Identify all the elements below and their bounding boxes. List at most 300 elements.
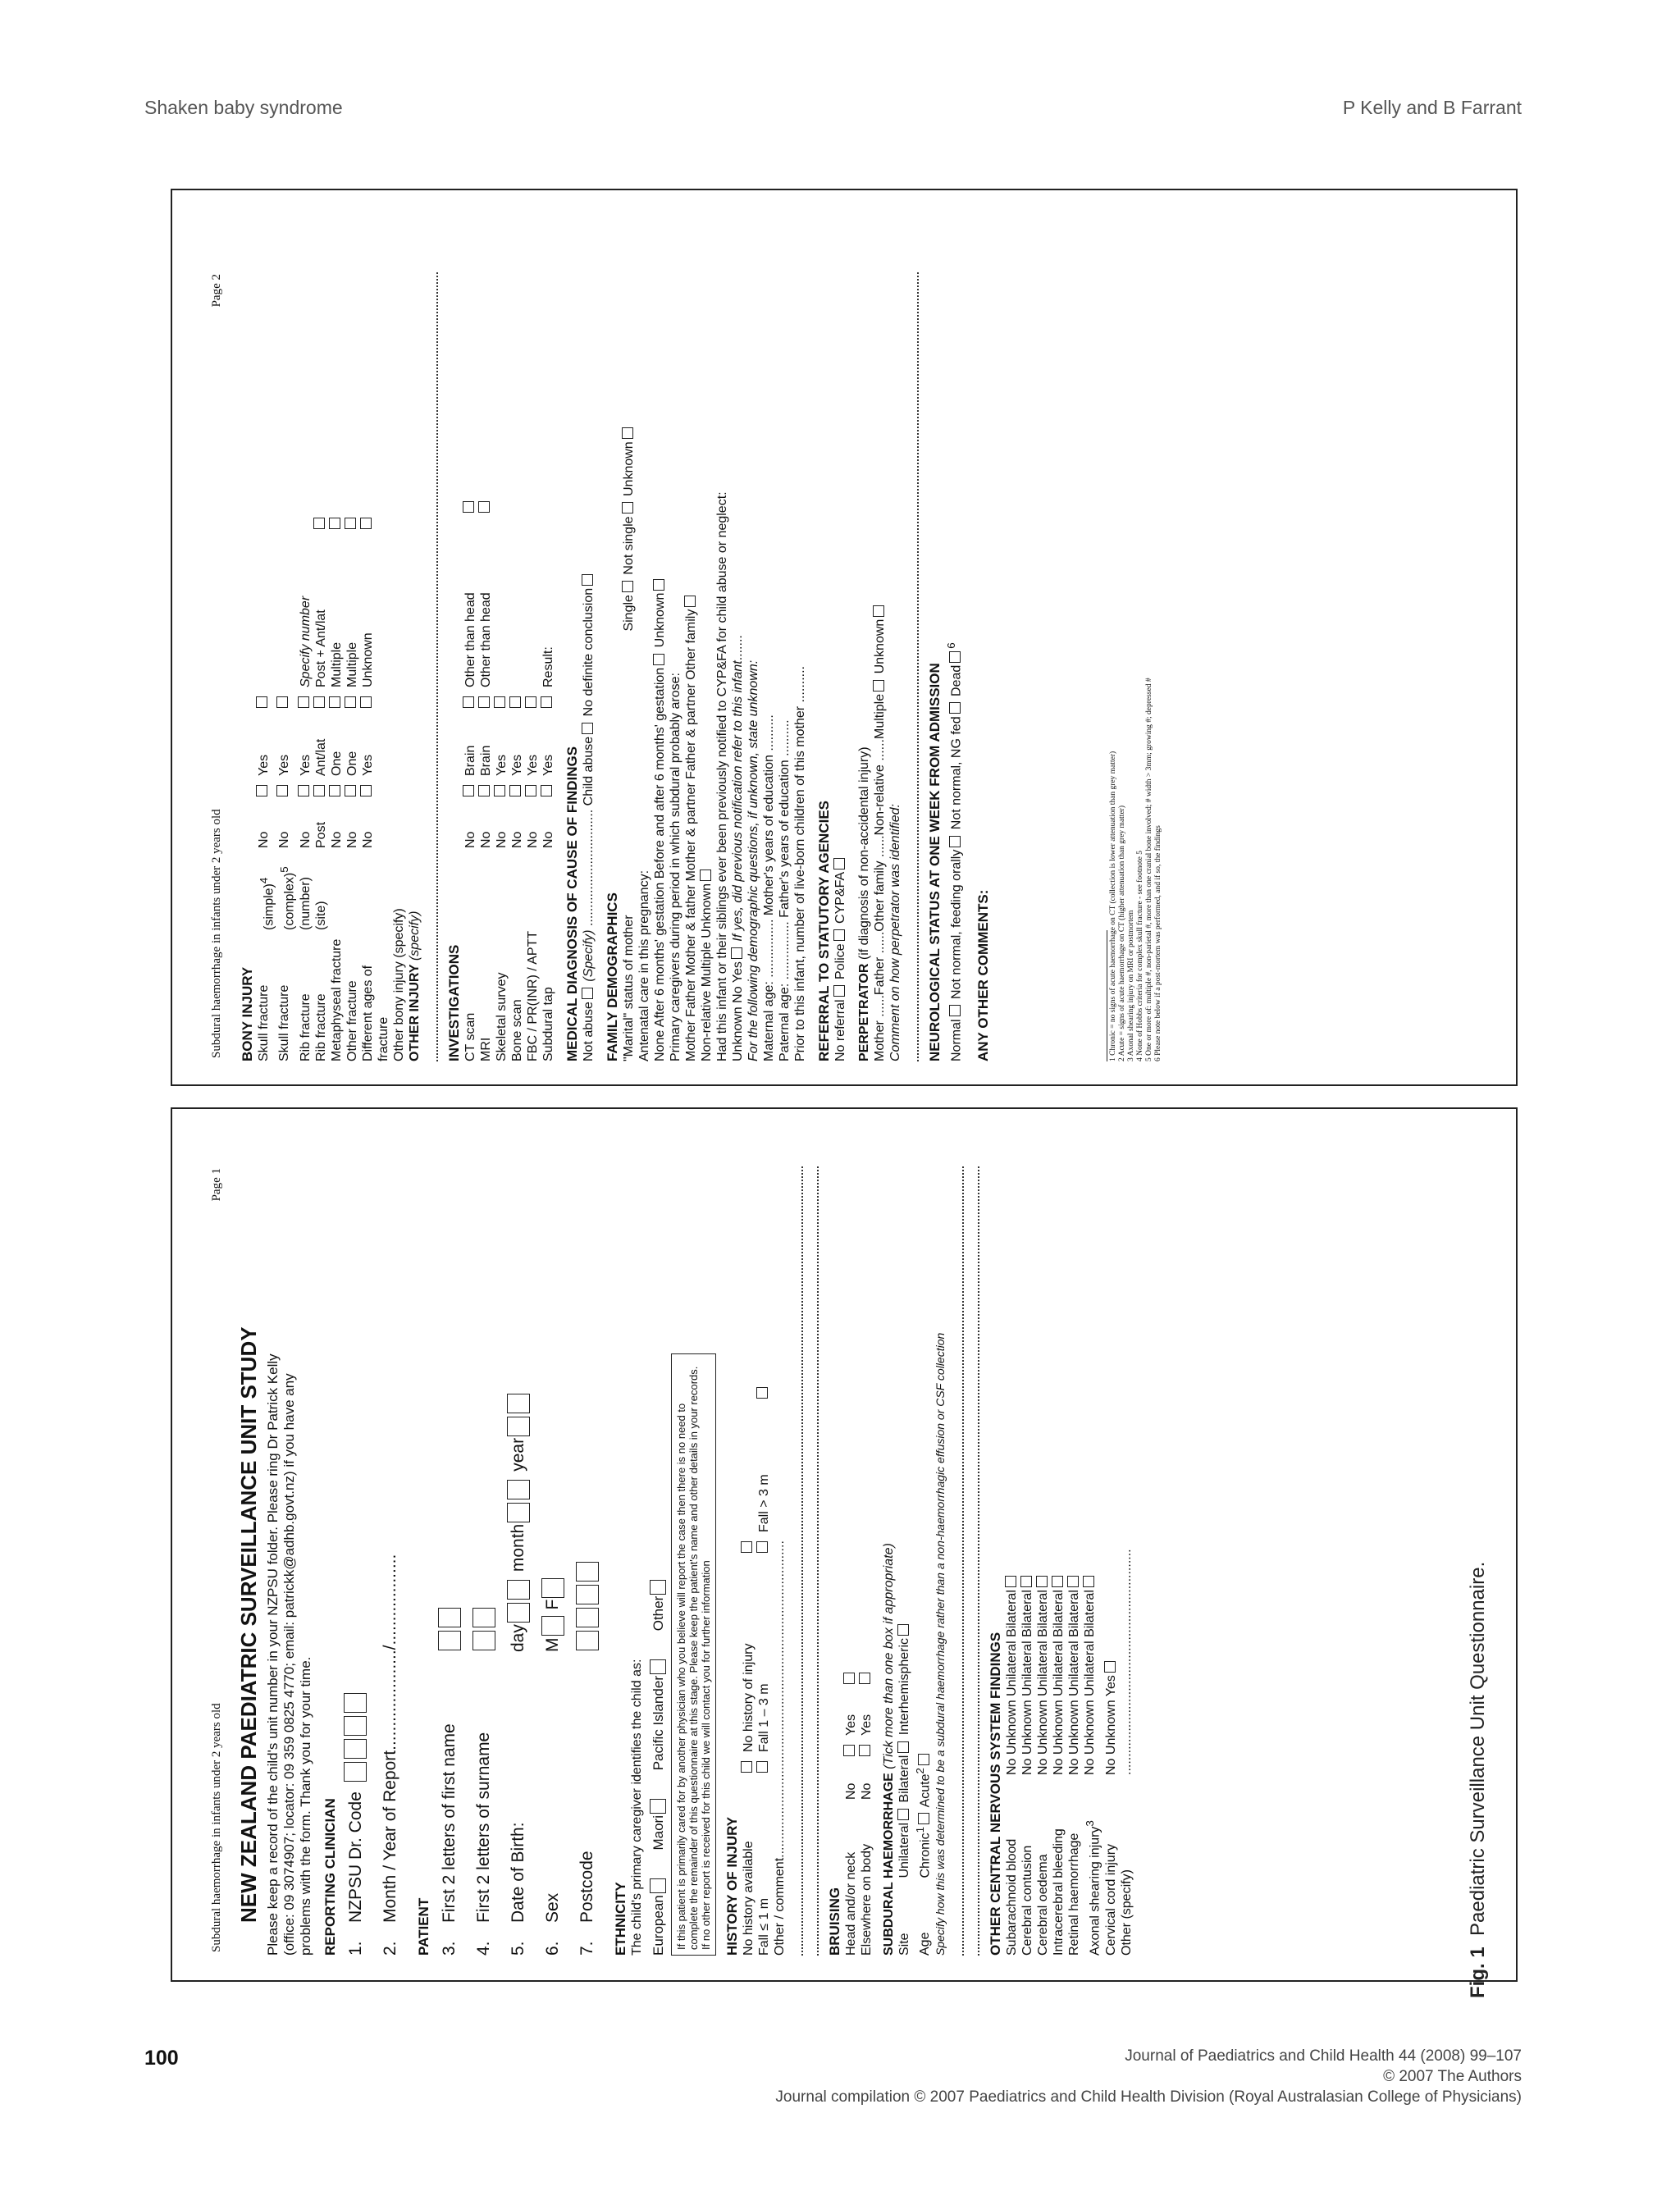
checkbox[interactable]: [345, 785, 356, 796]
checkbox[interactable]: [345, 518, 356, 529]
postcode-box[interactable]: [576, 1562, 599, 1582]
referral-heading: REFERRAL TO STATUTORY AGENCIES: [815, 801, 832, 1061]
bony-row-sup: 5: [278, 866, 291, 873]
dr-code-label: NZPSU Dr. Code: [346, 1791, 365, 1923]
neuro-option: Not normal, feeding orally: [948, 849, 963, 999]
checkbox[interactable]: [313, 518, 325, 529]
cns-table: Subarachnoid blood No Unknown Unilateral Bilateral Cerebral contusion No Unknown Unilateral Bilateral Cerebral oedema No Unknown Unilateral Bilateral Intracerebral bleeding No Unknown Unilateral Bilateral Retinal haemorrhage No Unknown Unilateral Bilateral Axonal shearing injury$^3$ No Unknown Unilateral Bilateral Cervical cord injury No Unknown Yes Other (specify) ..............................................................: [1005, 1549, 1134, 1956]
letter-box[interactable]: [472, 1631, 495, 1650]
fathers-education-label: Father's years of education: [777, 760, 792, 918]
investigation-yes: Yes: [541, 754, 555, 776]
patient-field-label: First 2 letters of first name: [440, 1723, 459, 1923]
patient-row: [570, 1166, 605, 1956]
date-box[interactable]: [507, 1603, 530, 1623]
checkbox[interactable]: [478, 785, 490, 796]
investigation-extra: Other than head: [478, 592, 493, 687]
checkbox[interactable]: [700, 870, 711, 881]
investigation-yes: Yes: [494, 754, 509, 776]
answer-line[interactable]: [790, 1166, 803, 1956]
page-2-top-line: [210, 274, 231, 1058]
bruising-yes: Yes: [844, 1714, 858, 1736]
investigation-no: No: [463, 831, 477, 848]
item-number: 1.: [346, 1941, 365, 1956]
history-option: Fall > 3 m: [757, 1474, 771, 1532]
checkbox[interactable]: [756, 1541, 768, 1553]
postcode-box[interactable]: [576, 1631, 599, 1650]
answer-line[interactable]: [951, 1166, 964, 1956]
bony-row-qual: (number): [298, 877, 313, 930]
answer-line[interactable]: [425, 272, 438, 1061]
page-1-rotated-content: [205, 1150, 1485, 1970]
checkbox[interactable]: [582, 988, 593, 999]
history-table: [741, 1166, 772, 1956]
age-option: Acute: [918, 1773, 933, 1808]
checkbox[interactable]: [360, 518, 372, 529]
bony-row-yes: Yes: [277, 754, 292, 776]
marital-label: "Marital" status of mother: [621, 915, 636, 1061]
investigation-label: MRI: [478, 1037, 493, 1061]
other-injury-specify: (specify): [407, 911, 422, 961]
checkbox[interactable]: [329, 696, 340, 708]
bony-row-extra: [256, 540, 276, 687]
checkbox[interactable]: [509, 696, 521, 708]
medical-diagnosis-row: Not abuse (Specify) ................................ Child abuse No definite conclusion: [581, 272, 596, 1061]
date-box[interactable]: [507, 1503, 530, 1522]
cns-options: No Unknown Unilateral Bilateral: [1005, 1590, 1020, 1775]
age-option: Chronic: [918, 1833, 933, 1878]
bruising-yes: Yes: [860, 1714, 874, 1736]
page-1-header-title: Subdural haemorrhage in infants under 2 years old: [210, 1703, 223, 1952]
checkbox[interactable]: [873, 605, 884, 617]
antenatal-options: None After 6 months' gestation Before and after 6 months' gestation: [652, 667, 667, 1061]
checkbox[interactable]: [859, 1745, 870, 1756]
subdural-specify-note: Specify how this was determined to be a subdural haemorrhage rather than a non-haemorrhagic effusion or CSF collection: [934, 1332, 947, 1956]
sex-f-label: F: [543, 1599, 562, 1610]
investigation-label: Bone scan: [509, 999, 524, 1061]
subdural-site-row: [897, 1166, 912, 1956]
no-conclusion-label: No definite conclusion: [581, 587, 596, 717]
checkbox[interactable]: [756, 1387, 768, 1399]
month-label: month: [509, 1523, 527, 1572]
checkbox[interactable]: [494, 696, 505, 708]
checkbox[interactable]: [741, 1541, 752, 1553]
checkbox[interactable]: [463, 785, 474, 796]
patient-row: [536, 1166, 570, 1956]
bruising-label: Head and/or neck: [844, 1851, 858, 1956]
history-other-label: Other / comment: [773, 1857, 787, 1956]
bony-row-qual: [360, 856, 391, 930]
footnote: 4 None of Hobbs criteria for complex skull fracture - see footnote 5: [1135, 851, 1144, 1061]
checkbox[interactable]: [329, 785, 340, 796]
reporting-row: [339, 1166, 373, 1956]
siblings-options-row: Unknown No Yes If yes, did previous notification refer to this infant.......: [730, 635, 745, 1061]
checkbox[interactable]: [622, 581, 633, 592]
perpetrator-options: Mother ......Father ......Other family ......Non-relative ......Multiple: [872, 693, 887, 1061]
subdural-heading-row: [881, 1166, 897, 1956]
patient-field-label: Postcode: [578, 1851, 596, 1923]
investigations-heading: INVESTIGATIONS: [445, 944, 462, 1061]
investigation-extra: Other than head: [463, 592, 477, 687]
checkbox[interactable]: [541, 696, 552, 708]
bony-row-label: Skull fracture: [257, 984, 271, 1061]
letter-box[interactable]: [438, 1631, 461, 1650]
bony-row-qual: (complex): [282, 872, 297, 930]
figure-caption: [1467, 1562, 1490, 1998]
subdural-age-row: Age Chronic$^1$ Acute$^2$: [912, 1166, 933, 1956]
bony-injury-heading: BONY INJURY: [240, 966, 255, 1061]
checkbox[interactable]: [897, 1741, 909, 1753]
checkbox[interactable]: [463, 501, 474, 513]
bony-row-extra: Multiple: [329, 641, 344, 687]
answer-line[interactable]: [906, 272, 919, 1061]
investigation-yes: Yes: [525, 754, 540, 776]
letter-box[interactable]: [472, 1608, 495, 1627]
unknown-label: Unknown: [872, 618, 887, 674]
siblings-question: Had this infant or their siblings ever been previously notified to CYP&FA for child abuse or neglect:: [714, 491, 729, 1061]
history-option: Fall 1 – 3 m: [757, 1683, 771, 1752]
history-heading: HISTORY OF INJURY: [724, 1816, 740, 1956]
bony-row-no: No: [298, 831, 313, 848]
other-physician-note: If this patient is primarily cared for by another physician who you believe will report the case then there is no need to complete the remainder of this questionnaire at this stage. Please keep the patient's name and other details in your records. If no other report is received for this child we will contact you for further information: [671, 1353, 716, 1956]
checkbox[interactable]: [918, 1754, 929, 1765]
demographic-note: For the following demographic questions, if unknown, state unknown:: [746, 660, 760, 1061]
checkbox[interactable]: [873, 680, 884, 691]
bony-row-qual: [329, 856, 345, 930]
cns-options: No Unknown Unilateral Bilateral: [1036, 1590, 1051, 1775]
questionnaire-page-1: [171, 1107, 1518, 1982]
checkbox[interactable]: [756, 1761, 768, 1773]
checkbox[interactable]: [1083, 1576, 1094, 1587]
checkbox[interactable]: [276, 696, 288, 708]
checkbox[interactable]: [897, 1624, 909, 1636]
antenatal-options-row: [652, 272, 668, 1061]
perpetrator-note: (if diagnosis of non-accidental injury): [856, 746, 871, 961]
questionnaire-page-2: [171, 189, 1518, 1086]
checkbox[interactable]: [1036, 1576, 1048, 1587]
perpetrator-heading-row: [856, 272, 872, 1061]
patient-row: [467, 1166, 501, 1956]
bony-row-qual: (site): [313, 901, 328, 930]
investigation-label: FBC / PR(INR) / APTT: [525, 930, 540, 1061]
mothers-education-label: Mother's years of education: [761, 755, 776, 916]
page-number: 100: [144, 2047, 179, 2070]
reporting-clinician-heading: REPORTING CLINICIAN: [322, 1798, 338, 1956]
bony-row-no: No: [345, 831, 359, 848]
child-abuse-label: Child abuse: [581, 736, 596, 806]
investigation-yes: Brain: [478, 745, 493, 776]
history-option: No history of injury: [742, 1643, 756, 1752]
checkbox[interactable]: [525, 785, 536, 796]
ethnicity-prompt: The child's primary caregiver identifies the child as:: [630, 1659, 644, 1956]
code-box[interactable]: [344, 1716, 367, 1736]
reporting-row: 2. Month / Year of Report ...................../...................: [381, 1554, 399, 1956]
checkbox[interactable]: [509, 785, 521, 796]
footnote: 1 Chronic = no signs of acute haemorrhage on CT (collection is lower attenuation than grey matter): [1108, 751, 1117, 1061]
specify-label: (Specify): [581, 929, 596, 982]
maternal-age-label: Maternal age:: [761, 981, 776, 1061]
bony-row-yes: Yes: [360, 754, 375, 776]
checkbox[interactable]: [653, 579, 664, 591]
referral-option: CYP&FA: [833, 871, 847, 924]
checkbox[interactable]: [1052, 1576, 1063, 1587]
cns-label: Retinal haemorrhage: [1067, 1833, 1082, 1956]
item-number: 5.: [509, 1941, 527, 1956]
page-1-top-line: [210, 1168, 231, 1952]
checkbox[interactable]: [256, 785, 267, 796]
single-label: Single: [621, 595, 636, 632]
neurological-row: [943, 272, 964, 1061]
checkbox[interactable]: [463, 696, 474, 708]
checkbox[interactable]: [897, 1809, 909, 1820]
code-box[interactable]: [344, 1693, 367, 1713]
checkbox[interactable]: [360, 696, 372, 708]
running-header-left: Shaken baby syndrome: [144, 97, 343, 118]
perpetrator-heading: PERPETRATOR: [856, 963, 871, 1061]
sex-box[interactable]: [541, 1617, 564, 1636]
checkbox[interactable]: [843, 1673, 855, 1684]
checkbox[interactable]: [731, 947, 742, 959]
bony-row-sup: 4: [258, 877, 270, 884]
bony-row-label: Different ages of fracture: [360, 965, 390, 1061]
checkbox[interactable]: [843, 1745, 855, 1756]
ethnicity-option: Maori: [651, 1815, 666, 1851]
ethnicity-heading: ETHNICITY: [613, 1882, 628, 1956]
investigation-no: No: [541, 831, 555, 848]
sex-box[interactable]: [541, 1578, 564, 1598]
bony-row-qual: [345, 856, 360, 930]
perpetrator-comment-label: Comment on how perpetrator was identified:: [888, 804, 902, 1061]
primary-caregivers-options: Mother Father Mother & father Mother & partner Father & partner Other family: [683, 609, 698, 1061]
bony-row-no: No: [329, 831, 344, 848]
bony-row-extra: Post + Ant/lat: [313, 609, 328, 687]
checkbox[interactable]: [541, 785, 552, 796]
page-2-rotated-content: [205, 256, 1485, 1076]
bony-row-label: Metaphyseal fracture: [329, 938, 344, 1061]
site-option: Interhemispheric: [897, 1637, 911, 1736]
running-header-right: P Kelly and B Farrant: [1342, 97, 1522, 118]
checkbox[interactable]: [345, 696, 356, 708]
ethnicity-box[interactable]: [650, 1878, 666, 1893]
page-2-label: Page 2: [210, 274, 223, 308]
cns-options: No Unknown Unilateral Bilateral: [1052, 1590, 1066, 1775]
checkbox[interactable]: [360, 785, 372, 796]
maternal-row: Maternal age: ................ Mother's years of education ..........: [761, 714, 776, 1061]
paternal-age-label: Paternal age:: [777, 983, 792, 1061]
bony-row-no: No: [277, 831, 292, 848]
checkbox[interactable]: [313, 696, 325, 708]
checkbox[interactable]: [478, 696, 490, 708]
checkbox[interactable]: [1005, 1576, 1016, 1587]
bony-row-label: Skull fracture: [277, 984, 292, 1061]
checkbox[interactable]: [298, 785, 309, 796]
ethnicity-box[interactable]: [650, 1799, 666, 1814]
checkbox[interactable]: [313, 785, 325, 796]
item-number: 2.: [381, 1941, 399, 1956]
checkbox[interactable]: [622, 502, 633, 513]
cns-label: Axonal shearing injury: [1088, 1826, 1102, 1956]
checkbox[interactable]: [494, 785, 505, 796]
checkbox[interactable]: [329, 518, 340, 529]
checkbox[interactable]: [949, 836, 961, 847]
code-box[interactable]: [344, 1739, 367, 1759]
code-box[interactable]: [344, 1762, 367, 1782]
footnote: 6 Please note below if a post-mortem was performed, and if so, the findings: [1153, 825, 1162, 1061]
report-date-label: Month / Year of Report: [381, 1750, 399, 1923]
ethnicity-option: Other: [651, 1595, 666, 1632]
siblings-options: Unknown No Yes: [730, 961, 745, 1061]
checkbox[interactable]: [525, 696, 536, 708]
ethnicity-box[interactable]: [650, 1659, 666, 1674]
investigation-no: No: [525, 831, 540, 848]
figure-caption-text: Paediatric Surveillance Unit Questionnaire.: [1467, 1561, 1489, 1936]
family-demographics-heading: FAMILY DEMOGRAPHICS: [604, 892, 620, 1061]
patient-row: [501, 1166, 536, 1956]
cns-heading: OTHER CENTRAL NERVOUS SYSTEM FINDINGS: [988, 1632, 1004, 1956]
investigation-no: No: [494, 831, 509, 848]
bony-row-no: No: [360, 831, 375, 848]
item-number: 4.: [474, 1941, 493, 1956]
investigation-yes: Yes: [509, 754, 524, 776]
postcode-box[interactable]: [576, 1585, 599, 1604]
ethnicity-option: Pacific Islander: [651, 1676, 666, 1771]
cns-label: Cerebral oedema: [1036, 1854, 1051, 1956]
bony-row-yes: Yes: [257, 754, 271, 776]
history-other-row: Other / comment.......................................................................................: [773, 1540, 787, 1956]
marital-row: [621, 272, 637, 1061]
footnote: 3 Axonal shearing injury on MRI or postmortem: [1126, 910, 1135, 1061]
letter-box[interactable]: [438, 1608, 461, 1627]
date-box[interactable]: [507, 1394, 530, 1413]
date-box[interactable]: [507, 1417, 530, 1436]
postcode-box[interactable]: [576, 1608, 599, 1627]
footnote: 2 Acute = signs of acute haemorrhage on CT (higher attenuation than grey matter): [1117, 806, 1126, 1061]
neuro-option: Not normal, NG fed: [948, 716, 963, 830]
study-title: NEW ZEALAND PAEDIATRIC SURVEILLANCE UNIT STUDY: [236, 1326, 261, 1923]
investigation-yes: Brain: [463, 745, 477, 776]
date-box[interactable]: [507, 1480, 530, 1499]
bony-row-no: No: [257, 831, 271, 848]
history-option: Fall ≤ 1 m: [757, 1897, 771, 1956]
other-injury-line: [407, 272, 422, 1061]
other-bony-injury: Other bony injury (specify): [391, 908, 406, 1061]
referral-row: [833, 272, 848, 1061]
checkbox[interactable]: [653, 654, 664, 665]
bony-row-extra: Specify number: [298, 596, 313, 687]
site-option: Unilateral: [897, 1822, 911, 1878]
neurological-heading: NEUROLOGICAL STATUS AT ONE WEEK FROM ADMISSION: [926, 663, 943, 1061]
checkbox[interactable]: [741, 1761, 752, 1773]
copyright-line: © 2007 The Authors: [1383, 2068, 1522, 2085]
bruising-no: No: [860, 1782, 874, 1800]
bony-row-yes: One: [345, 751, 359, 776]
ethnicity-row: [650, 1166, 666, 1956]
cns-label: Intracerebral bleeding: [1052, 1828, 1066, 1956]
footnote: 5 One or more of: multiple #, non-parietal #, more than one cranial bone involved; # width > 3mm; growing #; depressed #: [1144, 678, 1153, 1061]
study-intro: Please keep a record of the child's unit number in your NZPSU folder. Please ring Dr Patrick Kelly (office: 09 3074907; locator: 09 359 0825 4770; email: patrickk@adhb.govt.nz) if you have any problems with the form. Thank you for your time.: [265, 1353, 313, 1956]
checkbox[interactable]: [1104, 1661, 1116, 1673]
checkbox[interactable]: [833, 985, 845, 997]
history-option: No history available: [742, 1841, 756, 1956]
checkbox[interactable]: [859, 1673, 870, 1684]
answer-line[interactable]: [966, 1166, 979, 1956]
subdural-heading: SUBDURAL HAEMORRHAGE: [882, 1773, 896, 1956]
date-box[interactable]: [507, 1580, 530, 1600]
bruising-no: No: [844, 1782, 858, 1800]
neuro-option: Dead: [948, 664, 963, 696]
checkbox[interactable]: [276, 785, 288, 796]
bruising-label: Elsewhere on body: [860, 1843, 874, 1956]
perpetrator-row: [872, 272, 888, 1061]
item-number: 7.: [578, 1941, 596, 1956]
cns-label: Cerebral contusion: [1020, 1845, 1035, 1956]
bony-row-label: Rib fracture: [298, 993, 313, 1061]
prior-children-label: Prior to this infant, number of live-born children of this mother: [792, 705, 807, 1061]
ethnicity-box[interactable]: [650, 1580, 666, 1595]
site-option: Bilateral: [897, 1755, 911, 1803]
checkbox[interactable]: [833, 858, 845, 870]
cns-options: No Unknown Unilateral Bilateral: [1067, 1590, 1082, 1775]
checkbox[interactable]: [478, 501, 490, 513]
checkbox[interactable]: [298, 696, 309, 708]
bruising-table: [843, 1166, 874, 1956]
bony-row-no: Post: [313, 821, 328, 848]
sex-m-label: M: [543, 1637, 562, 1652]
cns-options: No Unknown Yes: [1103, 1675, 1118, 1775]
patient-heading: PATIENT: [416, 1897, 431, 1956]
checkbox[interactable]: [1020, 1576, 1032, 1587]
year-label: year: [509, 1437, 527, 1472]
checkbox[interactable]: [622, 427, 633, 439]
checkbox[interactable]: [833, 929, 845, 941]
neuro-option: Normal: [948, 1019, 963, 1061]
cns-options: No Unknown Unilateral Bilateral: [1083, 1590, 1098, 1775]
investigation-no: No: [509, 831, 524, 848]
checkbox[interactable]: [684, 596, 696, 607]
age-label: Age: [918, 1932, 933, 1956]
checkbox[interactable]: [949, 1005, 961, 1016]
primary-caregivers-label: Primary caregivers during period in which subdural probably arose:: [668, 672, 682, 1061]
previous-notification-question: If yes, did previous notification refer to this infant: [730, 660, 745, 942]
unknown-label: Unknown: [652, 592, 667, 648]
patient-field-label: Date of Birth:: [509, 1822, 527, 1923]
investigation-label: CT scan: [463, 1012, 477, 1061]
investigation-label: Skeletal survey: [494, 972, 509, 1061]
answer-line[interactable]: [806, 1166, 819, 1956]
other-comments-heading: ANY OTHER COMMENTS:: [975, 889, 991, 1061]
checkbox[interactable]: [582, 574, 593, 586]
not-single-label: Not single: [621, 516, 636, 575]
item-number: 6.: [543, 1941, 562, 1956]
other-injury-heading: OTHER INJURY: [407, 964, 422, 1061]
checkbox[interactable]: [918, 1813, 929, 1824]
patient-row: [432, 1166, 467, 1956]
checkbox[interactable]: [1067, 1576, 1079, 1587]
not-abuse-label: Not abuse: [581, 1002, 596, 1061]
bony-row-label: Rib fracture: [313, 993, 328, 1061]
nonrelative-row: [699, 272, 714, 1061]
page-2-header-title: Subdural haemorrhage in infants under 2 years old: [210, 809, 223, 1058]
cns-label: Subarachnoid blood: [1005, 1838, 1020, 1956]
medical-diagnosis-heading: MEDICAL DIAGNOSIS OF CAUSE OF FINDINGS: [564, 746, 580, 1061]
checkbox[interactable]: [256, 696, 267, 708]
prior-children-row: Prior to this infant, number of live-born children of this mother ..........: [792, 666, 807, 1061]
day-label: day: [509, 1624, 527, 1652]
referral-option: Police: [833, 943, 847, 979]
checkbox[interactable]: [949, 651, 961, 663]
checkbox[interactable]: [949, 702, 961, 714]
checkbox[interactable]: [582, 723, 593, 734]
primary-caregivers-options-row: [683, 272, 699, 1061]
